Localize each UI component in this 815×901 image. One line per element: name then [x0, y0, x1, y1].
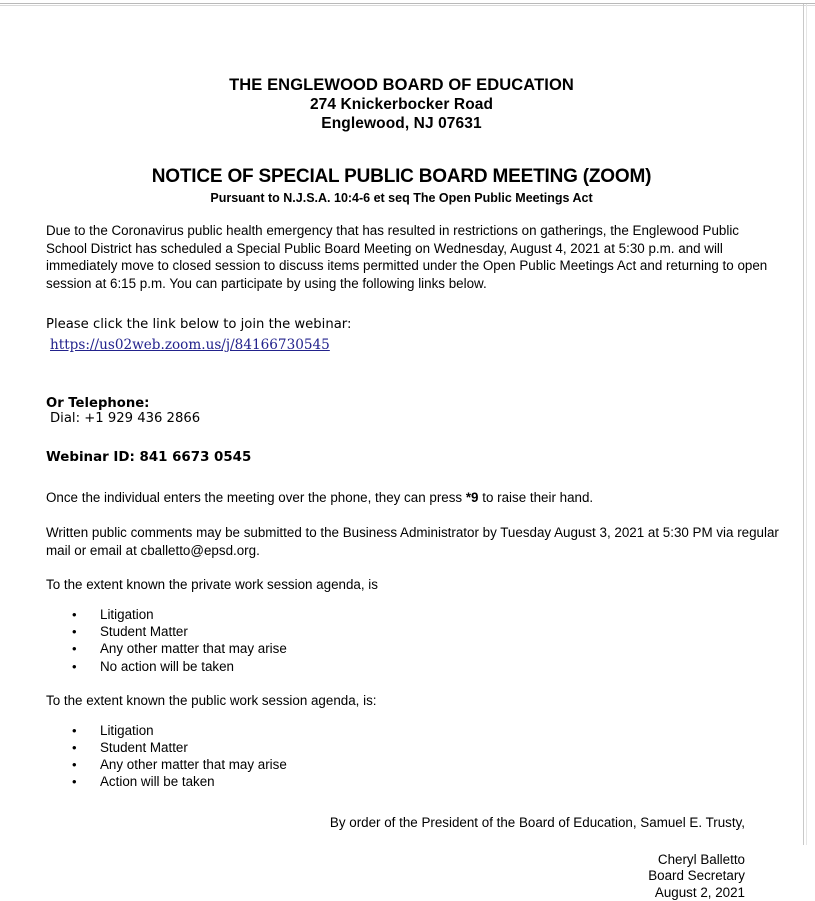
bullet-icon: • — [72, 641, 77, 657]
bullet-icon: • — [72, 658, 77, 674]
bullet-icon: • — [72, 606, 77, 622]
spacer — [46, 507, 781, 524]
private-agenda-heading: To the extent known the private work session agenda, is — [46, 577, 378, 593]
bullet-icon: • — [72, 722, 77, 738]
letterhead — [0, 0, 803, 133]
list-item — [46, 756, 781, 773]
list-item — [46, 739, 781, 756]
page-right-border-secondary — [806, 4, 807, 845]
intro-paragraph: Due to the Coronavirus public health emergency that has resulted in restrictions on gatherings, the Englewood Public School District has scheduled a Special Public Board Meeting on Wednesday, August 4, 2021 at 5:30 p.m. and will immediately move to closed session to discuss items permitted under the Open Public Meetings Act and returning to open session at 6:15 p.m. You can participate by using the following links below. — [46, 223, 768, 291]
private-agenda-list — [46, 606, 781, 675]
list-item-label: Action will be taken — [100, 774, 215, 790]
public-agenda-list — [46, 722, 781, 791]
document-body — [0, 222, 803, 901]
list-item — [46, 722, 781, 739]
spacer — [46, 594, 781, 606]
webinar-id: Webinar ID: 841 6673 0545 — [46, 450, 252, 466]
list-item-label: Any other matter that may arise — [100, 641, 287, 657]
list-item — [46, 623, 781, 640]
bullet-icon: • — [72, 774, 77, 790]
city-state-zip: Englewood, NJ 07631 — [321, 115, 482, 132]
join-instruction: Please click the link below to join the webinar: — [46, 317, 352, 333]
notice-subtitle: Pursuant to N.J.S.A. 10:4-6 et seq The Open Public Meetings Act — [210, 191, 593, 205]
spacer — [46, 379, 781, 396]
page-right-border — [803, 4, 804, 845]
list-item-label: Litigation — [100, 606, 154, 622]
zoom-meeting-link[interactable]: https://us02web.zoom.us/j/84166730545 — [50, 337, 330, 354]
list-item — [46, 658, 781, 675]
spacer — [46, 559, 781, 576]
signer-name: Cheryl Balletto — [657, 851, 745, 867]
list-item-label: Student Matter — [100, 739, 188, 755]
bullet-icon: • — [72, 739, 77, 755]
by-order-line: By order of the President of the Board of Education, Samuel E. Trusty, — [329, 814, 745, 830]
list-item-label: Student Matter — [100, 624, 188, 640]
raise-hand-suffix: to raise their hand. — [478, 490, 594, 506]
spacer — [46, 465, 781, 489]
signature-date: August 2, 2021 — [654, 884, 745, 900]
street-address: 274 Knickerbocker Road — [309, 96, 494, 113]
list-item — [46, 606, 781, 623]
list-item-label: Any other matter that may arise — [100, 757, 287, 773]
bullet-icon: • — [72, 757, 77, 773]
notice-title: NOTICE OF SPECIAL PUBLIC BOARD MEETING (ZOOM) — [151, 166, 652, 187]
bullet-icon: • — [72, 624, 77, 640]
spacer — [46, 355, 781, 379]
public-agenda-heading: To the extent known the public work session agenda, is: — [46, 692, 377, 708]
list-item — [46, 640, 781, 657]
signer-role: Board Secretary — [648, 868, 745, 884]
spacer — [46, 292, 781, 316]
spacer — [46, 675, 781, 692]
raise-hand-paragraph — [46, 489, 781, 507]
join-webinar-section — [46, 316, 781, 355]
written-comments-paragraph: Written public comments may be submitted to the Business Administrator by Tuesday August 3, 2021 at 5:30 PM via regular mail or email at cballetto@epsd.org. — [46, 524, 779, 558]
organization-name: THE ENGLEWOOD BOARD OF EDUCATION — [229, 76, 574, 94]
spacer — [46, 710, 781, 722]
dial-number: Dial: +1 929 436 2866 — [50, 411, 201, 427]
list-item-label: No action will be taken — [100, 658, 234, 674]
spacer — [46, 426, 781, 450]
list-item-label: Litigation — [100, 722, 154, 738]
raise-hand-prefix: Once the individual enters the meeting over the phone, they can press — [46, 490, 466, 506]
signature-block — [46, 852, 781, 901]
telephone-heading: Or Telephone: — [46, 396, 150, 412]
list-item — [46, 773, 781, 790]
raise-hand-code: *9 — [465, 490, 479, 506]
